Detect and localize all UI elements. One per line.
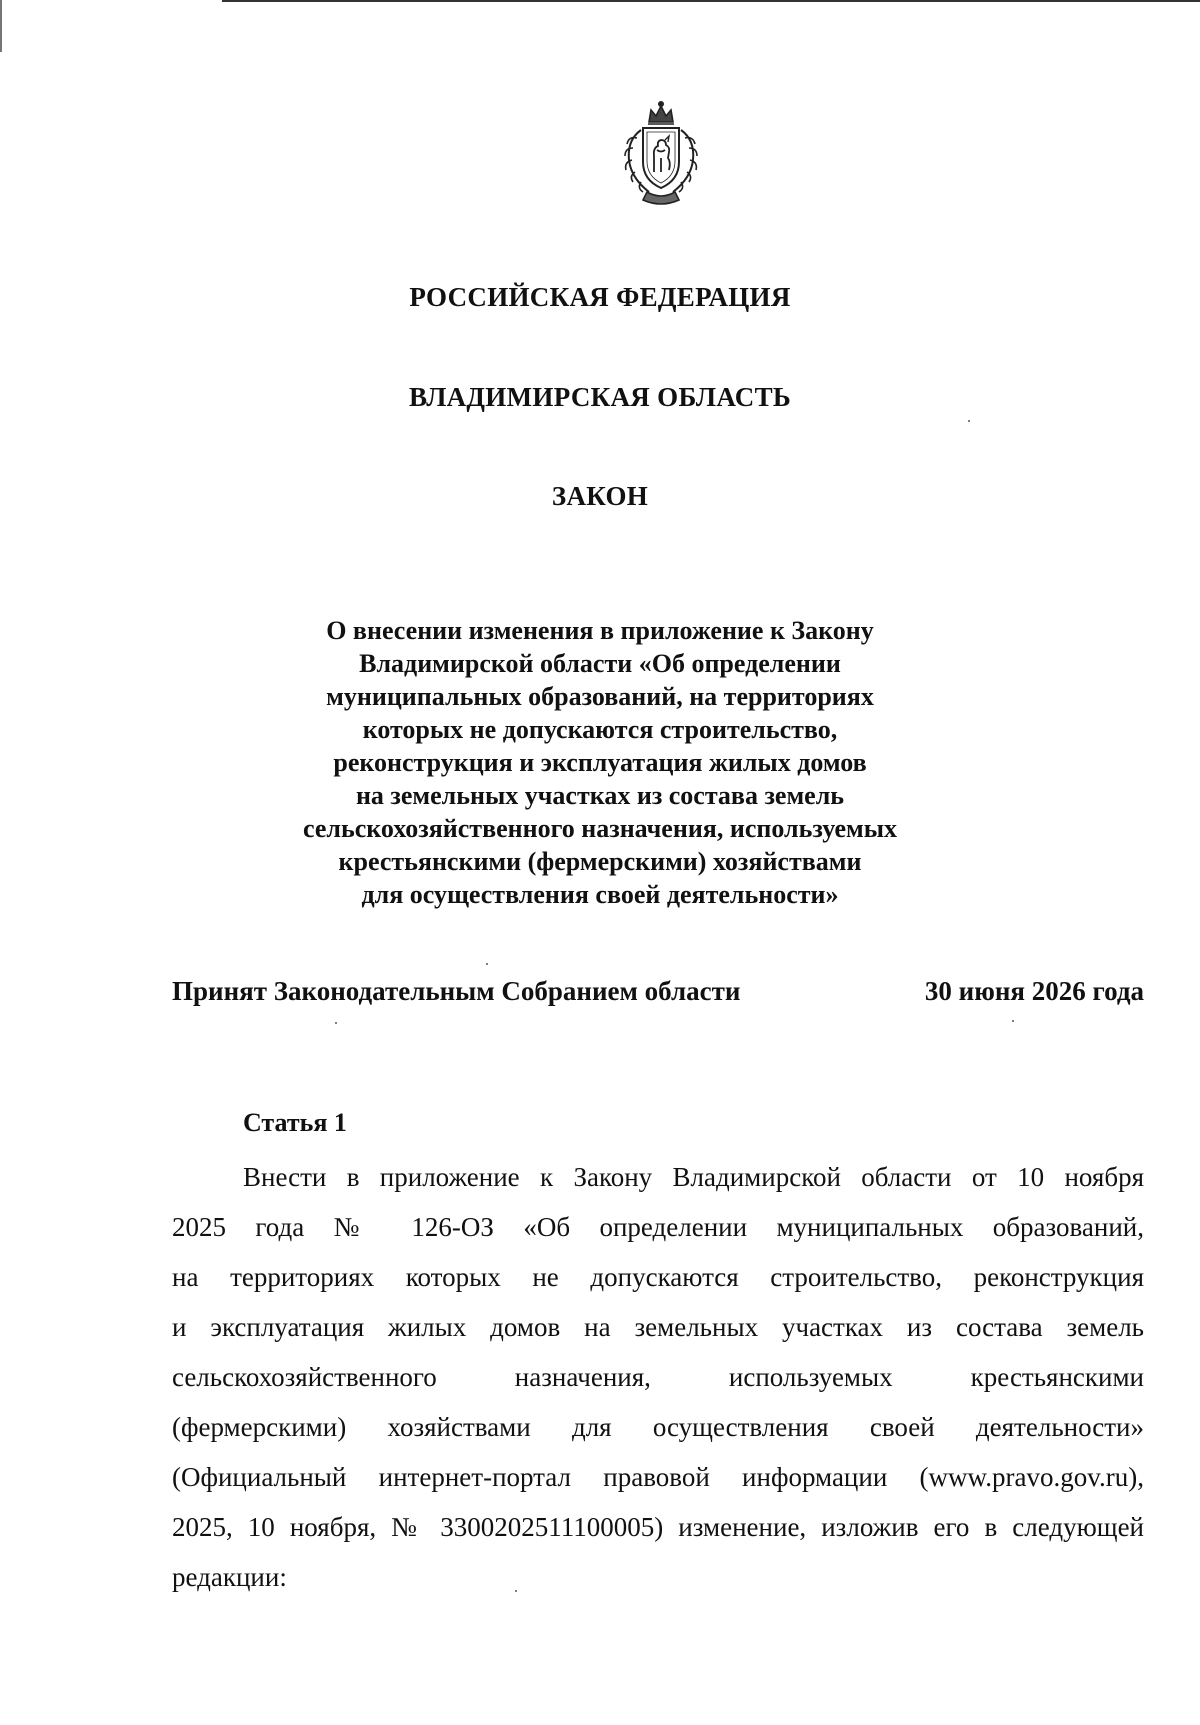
region-heading: ВЛАДИМИРСКАЯ ОБЛАСТЬ xyxy=(408,382,792,412)
article-line: на территориях которых не допускаются строительство, реконструкция xyxy=(172,1262,1144,1292)
law-title-line: которых не допускаются строительство, xyxy=(362,715,838,744)
article-heading: Статья 1 xyxy=(243,1108,347,1137)
law-title-line: на земельных участках из состава земель xyxy=(355,781,845,810)
law-title-line: крестьянскими (фермерскими) хозяйствами xyxy=(338,847,862,876)
country-heading: РОССИЙСКАЯ ФЕДЕРАЦИЯ xyxy=(409,282,791,312)
law-title-line: Владимирской области «Об определении xyxy=(359,649,841,678)
document-type-heading: ЗАКОН xyxy=(551,481,649,511)
article-body xyxy=(172,1157,1144,1607)
law-title xyxy=(300,614,900,911)
law-title-line: реконструкция и эксплуатация жилых домов xyxy=(333,748,867,777)
scan-speck xyxy=(968,420,970,422)
article-line: Внести в приложение к Закону Владимирской области от 10 ноября xyxy=(243,1162,1144,1192)
adopted-by-text: Принят Законодательным Собранием области xyxy=(172,976,741,1006)
vladimir-region-coat-of-arms-icon xyxy=(613,100,709,208)
scan-edge-top xyxy=(222,0,1200,2)
scan-speck xyxy=(1012,1020,1014,1022)
adoption-date: 30 июня 2026 года xyxy=(924,976,1144,1006)
scan-speck xyxy=(486,963,488,965)
article-line: сельскохозяйственного назначения, используемых крестьянскими xyxy=(172,1362,1144,1392)
scan-speck xyxy=(335,1022,337,1024)
law-title-line: О внесении изменения в приложение к Закону xyxy=(326,616,874,645)
article-line: (фермерскими) хозяйствами для осуществления своей деятельности» xyxy=(172,1412,1144,1442)
article-line: 2025 года № 126-ОЗ «Об определении муниципальных образований, xyxy=(172,1212,1144,1242)
article-line: 2025, 10 ноября, № 3300202511100005) изменение, изложив его в следующей xyxy=(172,1512,1144,1542)
law-title-line: муниципальных образований, на территориях xyxy=(326,682,874,711)
adoption-line xyxy=(172,976,1144,1016)
scan-speck xyxy=(515,1590,517,1592)
article-line: редакции: xyxy=(172,1562,287,1592)
scan-edge-left xyxy=(0,0,2,52)
law-title-line: для осуществления своей деятельности» xyxy=(361,880,839,909)
article-line: и эксплуатация жилых домов на земельных участках из состава земель xyxy=(172,1312,1144,1342)
law-title-line: сельскохозяйственного назначения, используемых xyxy=(302,814,898,843)
article-line: (Официальный интернет-портал правовой информации (www.pravo.gov.ru), xyxy=(172,1462,1144,1492)
